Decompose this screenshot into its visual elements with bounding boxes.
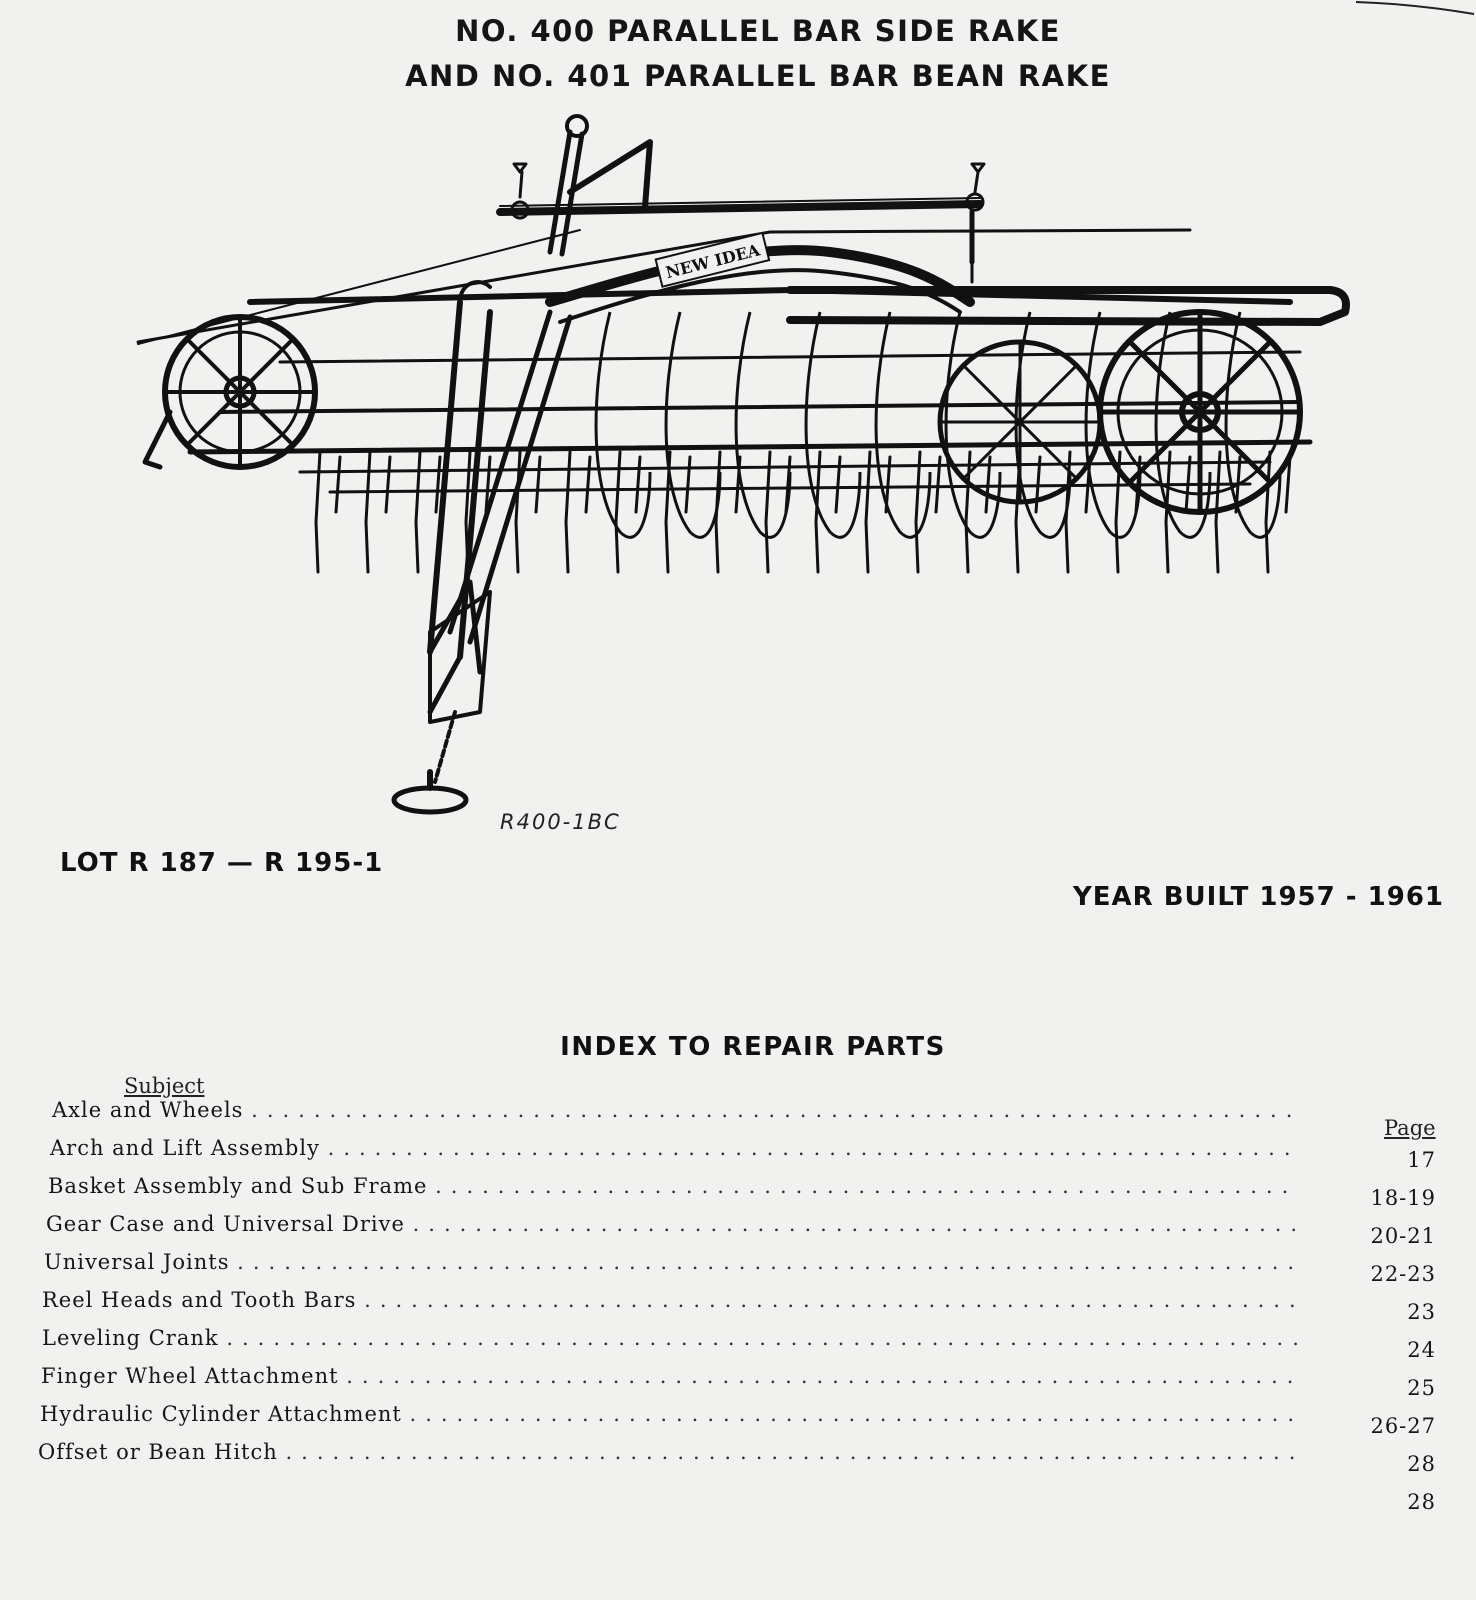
lot-range: LOT R 187 — R 195-1 [60, 848, 384, 878]
entry-subject: Axle and Wheels [52, 1098, 244, 1122]
subject-column-header: Subject [124, 1074, 205, 1098]
page-title-line-2: AND NO. 401 PARALLEL BAR BEAN RAKE [405, 59, 1111, 93]
entry-subject: Reel Heads and Tooth Bars [42, 1288, 357, 1312]
entry-subject: Basket Assembly and Sub Frame [48, 1174, 428, 1198]
index-entry: Hydraulic Cylinder Attachment ......................................................... [40, 1402, 1304, 1426]
page-number: 23 [1407, 1300, 1436, 1324]
page-number: 28 [1407, 1490, 1436, 1514]
figure-id: R400-1BC [500, 810, 621, 834]
page-number: 28 [1407, 1452, 1436, 1476]
year-built: YEAR BUILT 1957 - 1961 [1072, 882, 1444, 912]
index-entry: Offset or Bean Hitch ................................................................. [38, 1440, 1305, 1464]
rake-illustration [130, 112, 1380, 842]
entry-subject: Hydraulic Cylinder Attachment [40, 1402, 402, 1426]
entry-subject: Universal Joints [44, 1250, 230, 1274]
page-number: 22-23 [1370, 1262, 1436, 1286]
entry-subject: Arch and Lift Assembly [50, 1136, 320, 1160]
page-number: 25 [1407, 1376, 1436, 1400]
index-entry: Axle and Wheels ................................................................... [52, 1098, 1302, 1122]
brand-mark: NEW IDEA [663, 240, 762, 283]
index-entry: Reel Heads and Tooth Bars ............................................................ [42, 1288, 1305, 1312]
page-number: 20-21 [1370, 1224, 1436, 1248]
page-column-header: Page [1384, 1116, 1436, 1140]
index-title: INDEX TO REPAIR PARTS [560, 1032, 946, 1062]
index-entry: Gear Case and Universal Drive ......................................................... [46, 1212, 1307, 1236]
index-entry: Finger Wheel Attachment ............................................................. [41, 1364, 1303, 1388]
page-number: 24 [1407, 1338, 1436, 1362]
index-entry: Arch and Lift Assembly .............................................................. [50, 1136, 1300, 1160]
page-number: 17 [1407, 1148, 1436, 1172]
index-entry: Leveling Crank ..................................................................... [42, 1326, 1308, 1350]
entry-subject: Finger Wheel Attachment [41, 1364, 339, 1388]
entry-subject: Gear Case and Universal Drive [46, 1212, 405, 1236]
entry-subject: Offset or Bean Hitch [38, 1440, 278, 1464]
index-entry: Basket Assembly and Sub Frame ....................................................... [48, 1174, 1298, 1198]
page-number: 18-19 [1370, 1186, 1436, 1210]
index-entry: Universal Joints .................................................................... [44, 1250, 1304, 1274]
page-number: 26-27 [1370, 1414, 1436, 1438]
page-title-line-1: NO. 400 PARALLEL BAR SIDE RAKE [455, 14, 1061, 48]
entry-subject: Leveling Crank [42, 1326, 219, 1350]
